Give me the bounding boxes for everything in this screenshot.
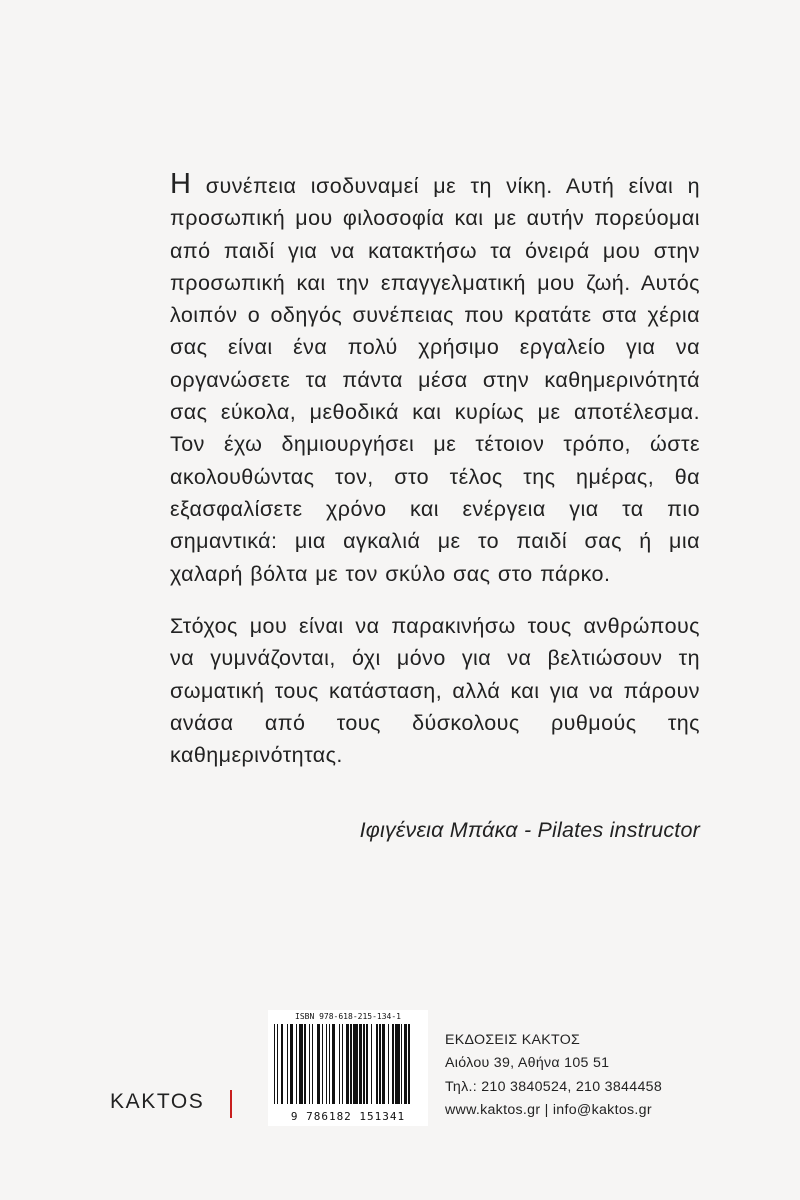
barcode-number: 9 786182 151341 [290,1110,406,1123]
barcode-stripe [410,1024,411,1104]
publisher-logo: KAKTOS [110,1090,205,1113]
logo-accent-bar [230,1090,232,1118]
isbn-barcode [268,1010,428,1126]
publisher-info [445,1029,662,1122]
author-signature: Ιφιγένεια Μπάκα - Pilates instructor [359,818,700,842]
publisher-name: ΕΚΔΟΣΕΙΣ ΚΑΚΤΟΣ [445,1032,581,1048]
back-cover-paragraph-1 [170,170,700,590]
barcode-bars [274,1024,411,1104]
publisher-web-email: www.kaktos.gr | info@kaktos.gr [445,1101,652,1118]
publisher-phone: Τηλ.: 210 3840524, 210 3844458 [445,1078,663,1095]
paragraph-1-text: συνέπεια ισοδυναμεί με τη νίκη. Αυτή είναι η προσωπική μου φιλοσοφία και με αυτήν πορεύομαι από παιδί για να κατακτήσω τα όνειρά μου στην προσωπική και την επαγγελματική μου ζωή. Αυτός λοιπόν ο οδηγός συνέπειας που κρατάτε στα χέρια σας είναι ένα πολύ χρήσιμο εργαλείο για να οργανώσετε τα πάντα μέσα στην καθημερινότητά σας εύκολα, μεθοδικά και κυρίως με αποτέλεσμα. Τον έχω δημιουργήσει με τέτοιον τρόπο, ώστε ακολουθώντας τον, στο τέλος της ημέρας, θα εξασφαλίσετε χρόνο και ενέργεια για τα πιο σημαντικά: μια αγκαλιά με το παιδί σας ή μια χαλαρή βόλτα με τον σκύλο σας στο πάρκο. [170,174,700,586]
isbn-label: ISBN 978-618-215-134-1 [295,1012,401,1021]
dropcap-letter: Η [170,168,192,200]
publisher-address: Αιόλου 39, Αθήνα 105 51 [445,1055,610,1072]
back-cover-paragraph-2: Στόχος μου είναι να παρακινήσω τους ανθρώπους να γυμνάζονται, όχι μόνο για να βελτιώσουν τη σωματική τους κατάσταση, αλλά και για να πάρουν ανάσα από τους δύσκολους ρυθμούς της καθημερινότητας. [170,614,700,768]
